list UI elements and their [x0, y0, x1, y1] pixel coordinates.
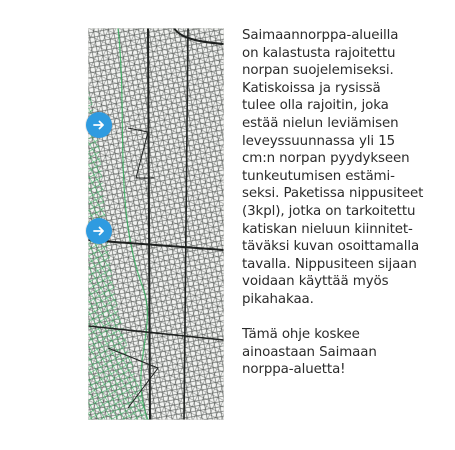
arrow-marker-upper [86, 112, 112, 138]
arrow-marker-lower [86, 218, 112, 244]
arrow-right-icon [92, 224, 106, 238]
instruction-text [242, 27, 442, 379]
arrow-right-icon [92, 118, 106, 132]
scope-note-paragraph: Tämä ohje koskee ainoastaan Saimaan norppa-aluetta! [242, 327, 377, 378]
regulation-paragraph: Saimaannorppa-alueilla on kalastusta rajoitettu norpan suojelemiseksi. Katiskoissa ja rysissä tulee olla rajoitin, joka estää nielun leviämisen leveyssuunnassa yli 15 cm:n norpan pyydykseen tunkeutumisen estämi- seksi. Paketissa nippusiteet (3kpl), jotka on tarkoitettu katiskan nieluun kiinnitet- täväksi kuvan osoittamalla tavalla. Nippusiteen sijaan voidaan käyttää myös pikahakaa. [242, 28, 424, 307]
